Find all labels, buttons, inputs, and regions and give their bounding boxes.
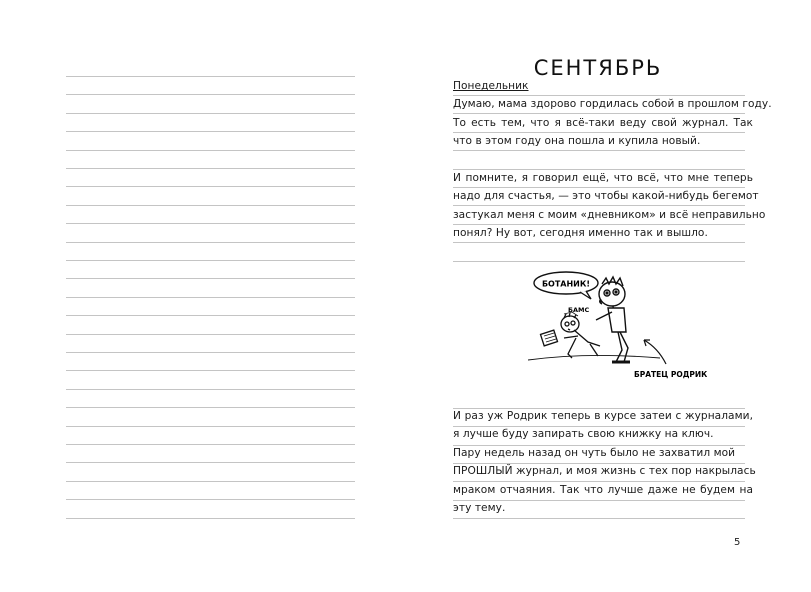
weekday-label: Понедельник — [453, 80, 529, 92]
ground-line — [528, 355, 660, 360]
paragraph3-line: я лучше буду запирать свою книжку на ключ. — [453, 428, 714, 441]
ruled-line — [66, 407, 355, 408]
ruled-line — [66, 76, 355, 77]
blank-line — [453, 151, 753, 169]
paragraph3-line: эту тему. — [453, 501, 506, 514]
greg-figure — [540, 313, 600, 358]
speech-bubble-text: БОТАНИК! — [541, 279, 591, 289]
ruled-line — [453, 518, 745, 519]
ruled-line — [66, 150, 355, 151]
ruled-line — [66, 223, 355, 224]
month-title: СЕНТЯБРЬ — [533, 56, 663, 80]
ruled-line — [66, 260, 355, 261]
diary-entry-continued — [453, 407, 756, 517]
paragraph3-line: И раз уж Родрик теперь в курсе затеи с журналами, — [453, 410, 753, 422]
rodrick-illustration — [528, 266, 708, 384]
left-page-ruled-lines — [66, 0, 355, 592]
ruled-line — [66, 426, 355, 427]
paragraph1-line: То есть тем, что я всё-таки веду свой журнал. Так — [453, 116, 753, 129]
caption-arrow — [644, 340, 666, 364]
ruled-line — [453, 261, 745, 262]
paragraph2-line: застукал меня с моим «дневником» и всё неправильно — [453, 208, 766, 221]
ruled-line — [66, 444, 355, 445]
ruled-line — [66, 278, 355, 279]
paragraph3-line: мраком отчаяния. Так что лучше даже не будем на — [453, 483, 753, 496]
paragraph3-line: Пару недель назад он чуть было не захватил мой — [453, 446, 736, 459]
ruled-line — [66, 518, 355, 519]
ruled-line — [66, 131, 355, 132]
ruled-line — [66, 389, 355, 390]
ruled-line — [66, 168, 355, 169]
rodrick-figure — [596, 277, 630, 362]
ruled-line — [66, 205, 355, 206]
speech-bubble-tail — [580, 291, 591, 299]
ruled-line — [66, 186, 355, 187]
paragraph2-line: понял? Ну вот, сегодня именно так и вышло. — [453, 227, 708, 240]
sound-effect-text: БАМС — [568, 306, 590, 314]
paragraph2-line: И помните, я говорил ещё, что всё, что мне теперь — [453, 171, 753, 184]
ruled-line — [66, 94, 355, 95]
weekday-heading — [453, 77, 753, 95]
ruled-line — [66, 242, 355, 243]
paragraph3-line: ПРОШЛЫЙ журнал, и моя жизнь с тех пор накрылась — [453, 465, 756, 478]
ruled-line — [66, 315, 355, 316]
ruled-line — [66, 113, 355, 114]
paragraph1-line: Думаю, мама здорово гордилась собой в прошлом году. — [453, 98, 772, 111]
paragraph1-line: что в этом году она пошла и купила новый. — [453, 135, 701, 148]
ruled-line — [66, 352, 355, 353]
ruled-line — [66, 481, 355, 482]
ruled-line — [66, 297, 355, 298]
ruled-line — [66, 370, 355, 371]
ruled-line — [66, 462, 355, 463]
ruled-line — [66, 334, 355, 335]
paragraph2-line: надо для счастья, — это чтобы какой-нибудь бегемот — [453, 190, 759, 203]
illustration-caption: БРАТЕЦ РОДРИК — [634, 370, 708, 379]
diary-entry — [453, 77, 772, 243]
page-number: 5 — [734, 537, 741, 548]
ruled-line — [66, 499, 355, 500]
